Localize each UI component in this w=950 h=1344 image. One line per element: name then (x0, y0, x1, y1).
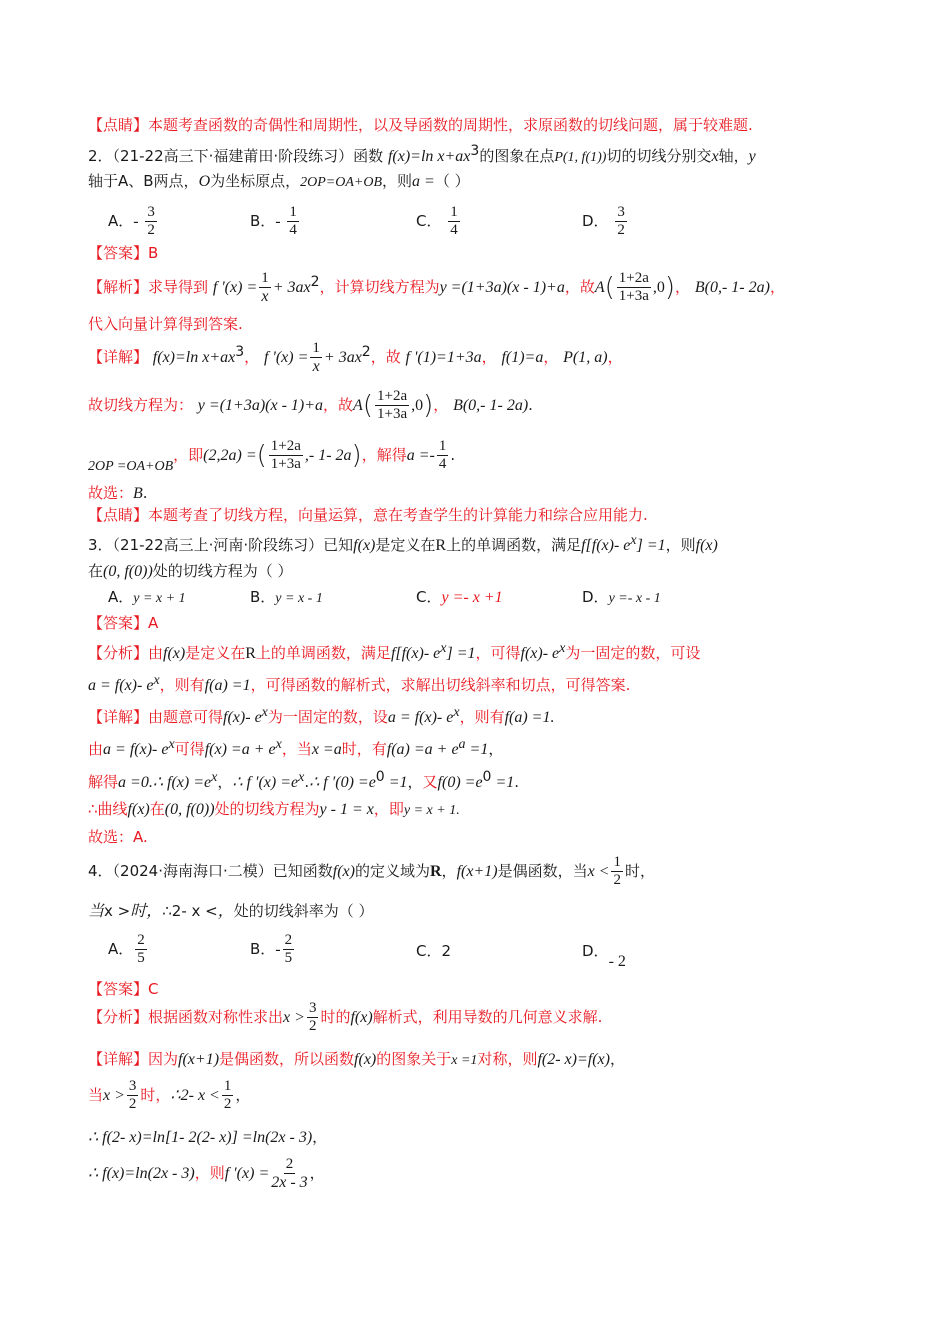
q4-option-c[interactable]: C．2 (416, 942, 452, 960)
q2-option-d[interactable]: D． $\frac{3}{2}$ (582, 204, 625, 238)
q3-stem-line1: 3．（21-22高三上·河南·阶段练习）已知f(x)是定义在R上的单调函数，满足f[f(x)- $e^x] =1$，则f(x) (88, 533, 718, 554)
q3-option-c[interactable]: C．y =- x +1 (416, 588, 503, 606)
q3-answer: 【答案】A (88, 614, 159, 632)
q2-detail-line2: 故切线方程为： y =(1+3a)(x - 1)+a，故A( $\frac{1+2a}{1+3a}$ ,0)， B(0,- 1- 2a). (88, 388, 533, 422)
q1-comment: 【点睛】本题考查函数的奇偶性和周期性，以及导函数的周期性，求原函数的切线问题，属于较难题. (88, 116, 753, 134)
q2-option-c[interactable]: C． $\frac{1}{4}$ (416, 204, 458, 238)
q3-detail-line1: 【详解】由题意可得f(x)- $e^x$为一固定的数，设a = f(x)- $e^x$，则有f(a) =1. (88, 705, 555, 726)
q2-option-a[interactable]: A．- $\frac{3}{2}$ (108, 204, 155, 238)
q2-stem-line1: 2．（21-22高三下·福建莆田·阶段练习）函数 f(x)=ln $x+ax^3$的图象在点P(1, f(1))切的切线分别交x轴，y (88, 143, 756, 165)
q3-options (88, 586, 868, 610)
q4-stem-line2: 当x >时，∴2- x <，处的切线斜率为（ ） (88, 902, 374, 920)
q3-option-d[interactable]: D．y =- x - 1 (582, 588, 661, 606)
q4-detail-line4: ∴ f(x)=ln(2x - 3)，则f ′(x) = $\frac{2}{2x - 3}$ ， (88, 1156, 325, 1191)
q3-stem-line2: 在(0, f(0))处的切线方程为（ ） (88, 562, 293, 580)
q4-options (88, 928, 868, 972)
q3-detail-line3: 解得a =0.∴ $f(x) =e^x$，∴ f $'(x) =e^x.\therefore$ f $'(0) =e^0 =1$，又$f(0) =e^0 =1$. (88, 769, 520, 791)
q3-detail-line2: 由a = f(x)- $e^x$可得$f(x) =a + e^x$，当x =a时，有$f(a) =a + e^a =1$， (88, 737, 504, 758)
q4-detail-line2: 当x > $\frac{3}{2}$ 时，∴2- x < $\frac{1}{2}$ ， (88, 1078, 251, 1112)
q4-option-d[interactable]: D．- 2 (582, 942, 626, 970)
q4-answer: 【答案】C (88, 980, 159, 998)
q4-stem-line1: 4．（2024·海南海口·二模）已知函数f(x)的定义域为R，f(x+1)是偶函数，当x < $\frac{1}{2}$ 时， (88, 854, 655, 888)
q3-analysis-line2: a = f(x)- $e^x$，则有f(a) =1，可得函数的解析式，求解出切线斜率和切点，可得答案. (88, 673, 631, 694)
q2-comment: 【点睛】本题考查了切线方程，向量运算，意在考查学生的计算能力和综合应用能力. (88, 506, 648, 524)
q3-detail-line4: ∴曲线f(x)在(0, f(0))处的切线方程为y - 1 = x，即y = x + 1. (88, 800, 460, 818)
q2-options (88, 196, 868, 236)
q2-answer: 【答案】B (88, 244, 159, 262)
q3-option-b[interactable]: B．y = x - 1 (250, 588, 323, 606)
q4-option-b[interactable]: B．- $\frac{2}{5}$ (250, 932, 293, 966)
q4-analysis: 【分析】根据函数对称性求出x > $\frac{3}{2}$ 时的f(x)解析式，利用导数的几何意义求解. (88, 1000, 603, 1034)
q3-choose: 故选：A. (88, 828, 148, 846)
q4-detail-line1: 【详解】因为f(x+1)是偶函数，所以函数f(x)的图象关于x =1对称，则f(2- x)=f(x)， (88, 1050, 625, 1068)
q2-analysis-line1: 【解析】求导得到 f '(x) = $\frac{1}{x}$ + $3ax^2$，计算切线方程为y =(1+3a)(x - 1)+a，故A( $\frac{1+2a}{1+3a}$ ,0)， B(0,- 1- 2a)， (88, 270, 785, 305)
q2-choose: 故选：B. (88, 484, 148, 502)
q2-option-b[interactable]: B．- $\frac{1}{4}$ (250, 204, 297, 238)
q4-option-a[interactable]: A． $\frac{2}{5}$ (108, 932, 145, 966)
q2-detail-line3: 2OP =OA+OB，即(2,2a) =( $\frac{1+2a}{1+3a}$ ,- 1- 2a)，解得a =- $\frac{1}{4}$ . (88, 438, 456, 474)
q2-stem-line2: 轴于A、B两点，O为坐标原点，2OP=OA+OB，则a =（ ） (88, 172, 470, 190)
q4-detail-line3: ∴ f(2- x)=ln[1- 2(2- x)] =ln(2x - 3)， (88, 1128, 328, 1146)
q2-detail-line1: 【详解】 f(x)=ln $x+ax^3$， f '(x) = $\frac{1}{x}$ + $3ax^2$，故 f '(1)=1+3a， f(1)=a， P(1, a)， (88, 340, 623, 375)
q2-analysis-line2: 代入向量计算得到答案. (88, 315, 243, 333)
q3-analysis-line1: 【分析】由f(x)是定义在R上的单调函数，满足f[f(x)- $e^x] =1$，可得f(x)- $e^x$为一固定的数，可设 (88, 641, 701, 662)
q3-option-a[interactable]: A．y = x + 1 (108, 588, 186, 606)
